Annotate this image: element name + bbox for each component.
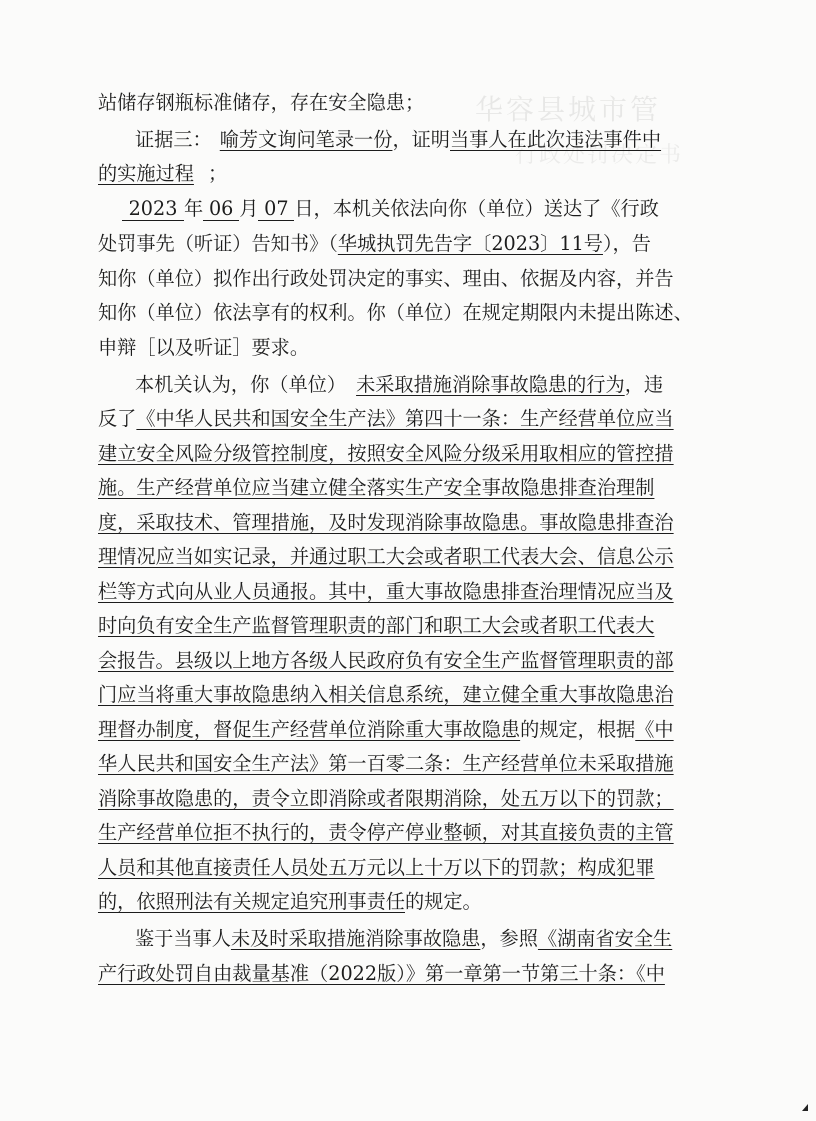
text-run: 知你（单位）依法享有的权利。你（单位）在规定期限内未提出陈述、: [98, 301, 693, 324]
paragraph-line: [98, 751, 674, 777]
paragraph-line: [98, 855, 658, 881]
paragraph-line: [98, 786, 674, 812]
paragraph-line: [98, 161, 658, 187]
paragraph-line: [135, 926, 673, 952]
year-field: 2023: [122, 198, 184, 221]
text-run: 年: [184, 197, 204, 220]
paragraph-line: [98, 475, 658, 501]
penalty-law: 人员和其他直接责任人员处五万元以上十万以下的罚款；构成犯罪: [98, 856, 655, 879]
paragraph-line: [98, 613, 658, 639]
text-run: 申辩［以及听证］要求。: [98, 336, 310, 359]
violated-law: 时向负有安全生产监督管理职责的部门和职工大会或者职工代表大: [98, 614, 655, 637]
violated-law: 施。生产经营单位应当建立健全落实生产安全事故隐患排查治理制: [98, 476, 655, 499]
evidence-label: 证据三：: [135, 128, 212, 151]
paragraph-line: [98, 300, 693, 326]
text-run: 的规定。: [405, 890, 482, 913]
discretion-standard: 《湖南省安全生: [537, 927, 673, 950]
paragraph-line: [98, 544, 674, 570]
penalty-law: 的，依照刑法有关规定追究刑事责任: [98, 890, 405, 913]
text-run: ），告: [602, 232, 651, 255]
paragraph-line: [98, 406, 674, 432]
text-run: ；: [207, 162, 228, 185]
paragraph-line: [98, 335, 658, 361]
evidence-purpose-cont: 的实施过程: [98, 162, 194, 185]
text-run: 鉴于当事人: [135, 927, 231, 950]
paragraph-line: [98, 889, 658, 915]
text-run: 本机关认为，你（单位）: [135, 373, 347, 396]
text-run: 知你（单位）拟作出行政处罚决定的事实、理由、依据及内容，并告: [98, 267, 674, 290]
text-run: 站储存钢瓶标准储存，存在安全隐患；: [98, 91, 425, 114]
evidence-three-line: [135, 127, 695, 153]
text-run: 的规定，根据: [520, 718, 636, 741]
paragraph-line: [98, 717, 674, 743]
notice-date-line: [122, 196, 682, 222]
bleed-through-title: 华容县城市管: [475, 93, 662, 126]
text-run: 反了: [98, 407, 137, 430]
penalty-law: 生产经营单位拒不执行的，责令停产停业整顿，对其直接负责的主管: [98, 821, 674, 844]
paragraph-line: [98, 579, 674, 605]
violated-law: 会报告。县级以上地方各级人民政府负有安全生产监督管理职责的部: [98, 649, 674, 672]
text-run: ，证明: [392, 128, 450, 151]
violated-law: 度，采取技术、管理措施，及时发现消除事故隐患。事故隐患排查治: [98, 511, 674, 534]
text-run: ，违: [624, 373, 664, 396]
circumstance: 未及时采取措施消除事故隐患: [230, 927, 481, 950]
discretion-standard: 产行政处罚自由裁量基准（2022版）》第一章第一节第三十条：《中: [98, 962, 665, 985]
violation-behavior: 未采取措施消除事故隐患的行为: [356, 373, 625, 396]
page-corner-mark: [802, 1104, 808, 1111]
document-number: 华城执罚先告字〔2023〕11号: [337, 232, 603, 255]
paragraph-line: [98, 231, 658, 257]
violated-law: 建立安全风险分级管控制度，按照安全风险分级采用取相应的管控措: [98, 442, 674, 465]
evidence-value: 喻芳文询问笔录一份: [219, 128, 393, 151]
paragraph-line: [98, 682, 674, 708]
penalty-law: 华人民共和国安全生产法》第一百零二条：生产经营单位未采取措施: [98, 752, 674, 775]
day-field: 07: [258, 198, 294, 221]
paragraph-line: [98, 820, 674, 846]
evidence-purpose: 当事人在此次违法事件中: [450, 128, 662, 151]
paragraph-line: [98, 648, 674, 674]
text-run: ，参照: [480, 927, 538, 950]
violated-law: 理督办制度，督促生产经营单位消除重大事故隐患: [98, 718, 521, 741]
penalty-law: 《中: [635, 718, 674, 741]
text-run: 月: [239, 197, 259, 220]
paragraph-line: [98, 90, 658, 116]
paragraph-line: [135, 372, 664, 398]
penalty-law: 消除事故隐患的，责令立即消除或者限期消除，处五万以下的罚款；: [98, 787, 674, 810]
paragraph-line: [98, 266, 674, 292]
violated-law: 理情况应当如实记录，并通过职工大会或者职工代表大会、信息公示: [98, 545, 674, 568]
paragraph-line: [98, 961, 665, 987]
violated-law: 栏等方式向从业人员通报。其中，重大事故隐患排查治理情况应当及: [98, 580, 674, 603]
text-run: 处罚事先（听证）告知书》（: [98, 232, 338, 255]
paragraph-line: [98, 510, 674, 536]
violated-law: 《中华人民共和国安全生产法》第四十一条：生产经营单位应当: [136, 407, 674, 430]
paragraph-line: [98, 441, 674, 467]
month-field: 06: [203, 198, 239, 221]
violated-law: 门应当将重大事故隐患纳入相关信息系统，建立健全重大事故隐患治: [98, 683, 674, 706]
text-run: 日，本机关依法向你（单位）送达了《行政: [294, 197, 659, 220]
bleed-through-subtitle: 行政处罚决定书: [515, 143, 684, 168]
